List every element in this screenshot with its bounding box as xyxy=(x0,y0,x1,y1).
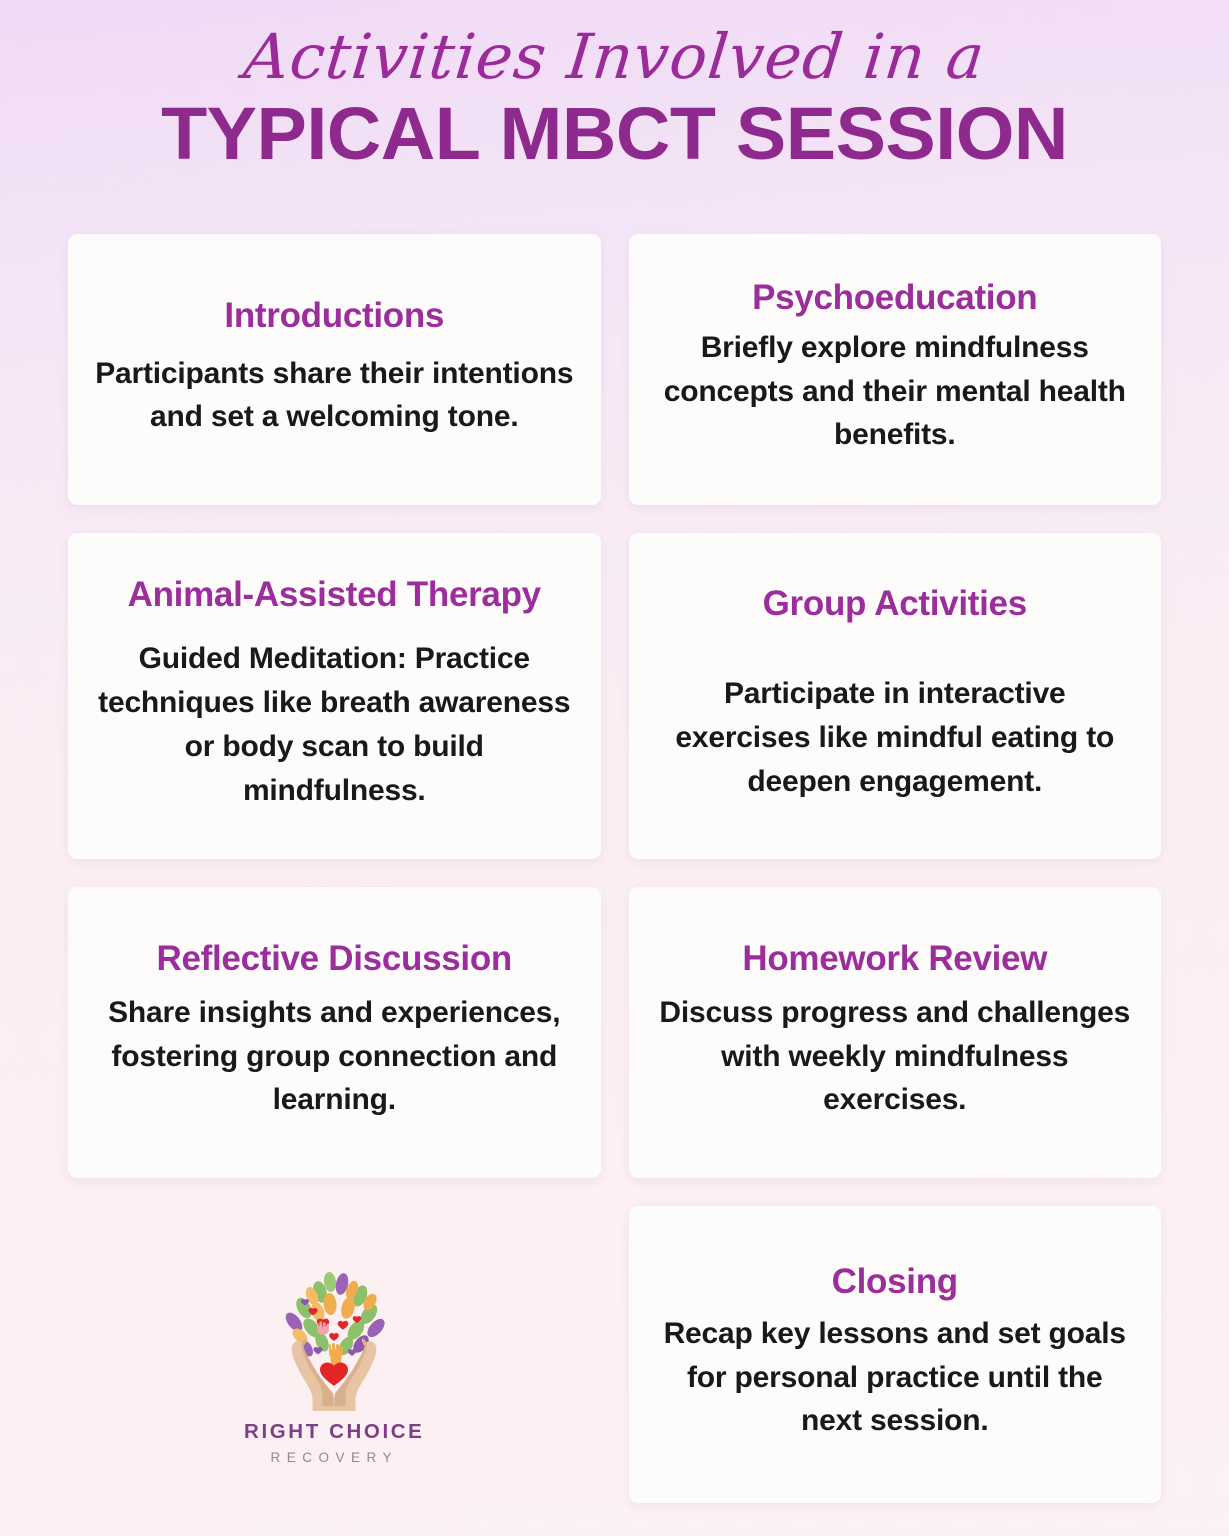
card-body: Guided Meditation: Practice techniques like breath awareness or body scan to build mindfulness. xyxy=(98,642,571,807)
card-title: Group Activities xyxy=(762,584,1027,624)
right-column xyxy=(629,234,1162,1503)
card-body: Recap key lessons and set goals for personal practice until the next session. xyxy=(663,1316,1126,1438)
card-group-activities[interactable] xyxy=(629,533,1162,859)
card-psychoeducation[interactable] xyxy=(629,234,1162,505)
title-script-line: Activities Involved in a xyxy=(240,20,989,93)
page-title: TYPICAL MBCT SESSION xyxy=(161,92,1068,175)
card-body: Participate in interactive exercises like mindful eating to deepen engagement. xyxy=(675,677,1115,798)
card-body: Discuss progress and challenges with weekly mindfulness exercises. xyxy=(659,995,1131,1117)
card-introductions[interactable] xyxy=(68,234,601,505)
card-body: Share insights and experiences, fostering group connection and learning. xyxy=(108,995,561,1117)
card-closing[interactable] xyxy=(629,1206,1162,1503)
card-title: Closing xyxy=(831,1261,958,1301)
brand-logo xyxy=(68,1262,601,1465)
logo-brand-name: RIGHT CHOICE xyxy=(244,1420,425,1443)
card-animal-assisted-therapy[interactable] xyxy=(68,533,601,859)
card-title: Homework Review xyxy=(742,938,1048,978)
logo-brand-sub: RECOVERY xyxy=(270,1450,399,1465)
page-header xyxy=(0,0,1229,175)
left-column xyxy=(68,234,601,1503)
card-homework-review[interactable] xyxy=(629,887,1162,1178)
card-body: Briefly explore mindfulness concepts and their mental health benefits. xyxy=(663,330,1126,452)
card-title: Animal-Assisted Therapy xyxy=(127,575,541,615)
card-title: Reflective Discussion xyxy=(156,938,512,978)
card-title: Psychoeducation xyxy=(752,277,1038,317)
card-body: Participants share their intentions and set a welcoming tone. xyxy=(95,356,574,434)
hands-holding-heart-with-leaves-icon xyxy=(260,1262,408,1414)
cards-grid xyxy=(68,234,1161,1503)
card-title: Introductions xyxy=(224,295,445,335)
card-reflective-discussion[interactable] xyxy=(68,887,601,1178)
